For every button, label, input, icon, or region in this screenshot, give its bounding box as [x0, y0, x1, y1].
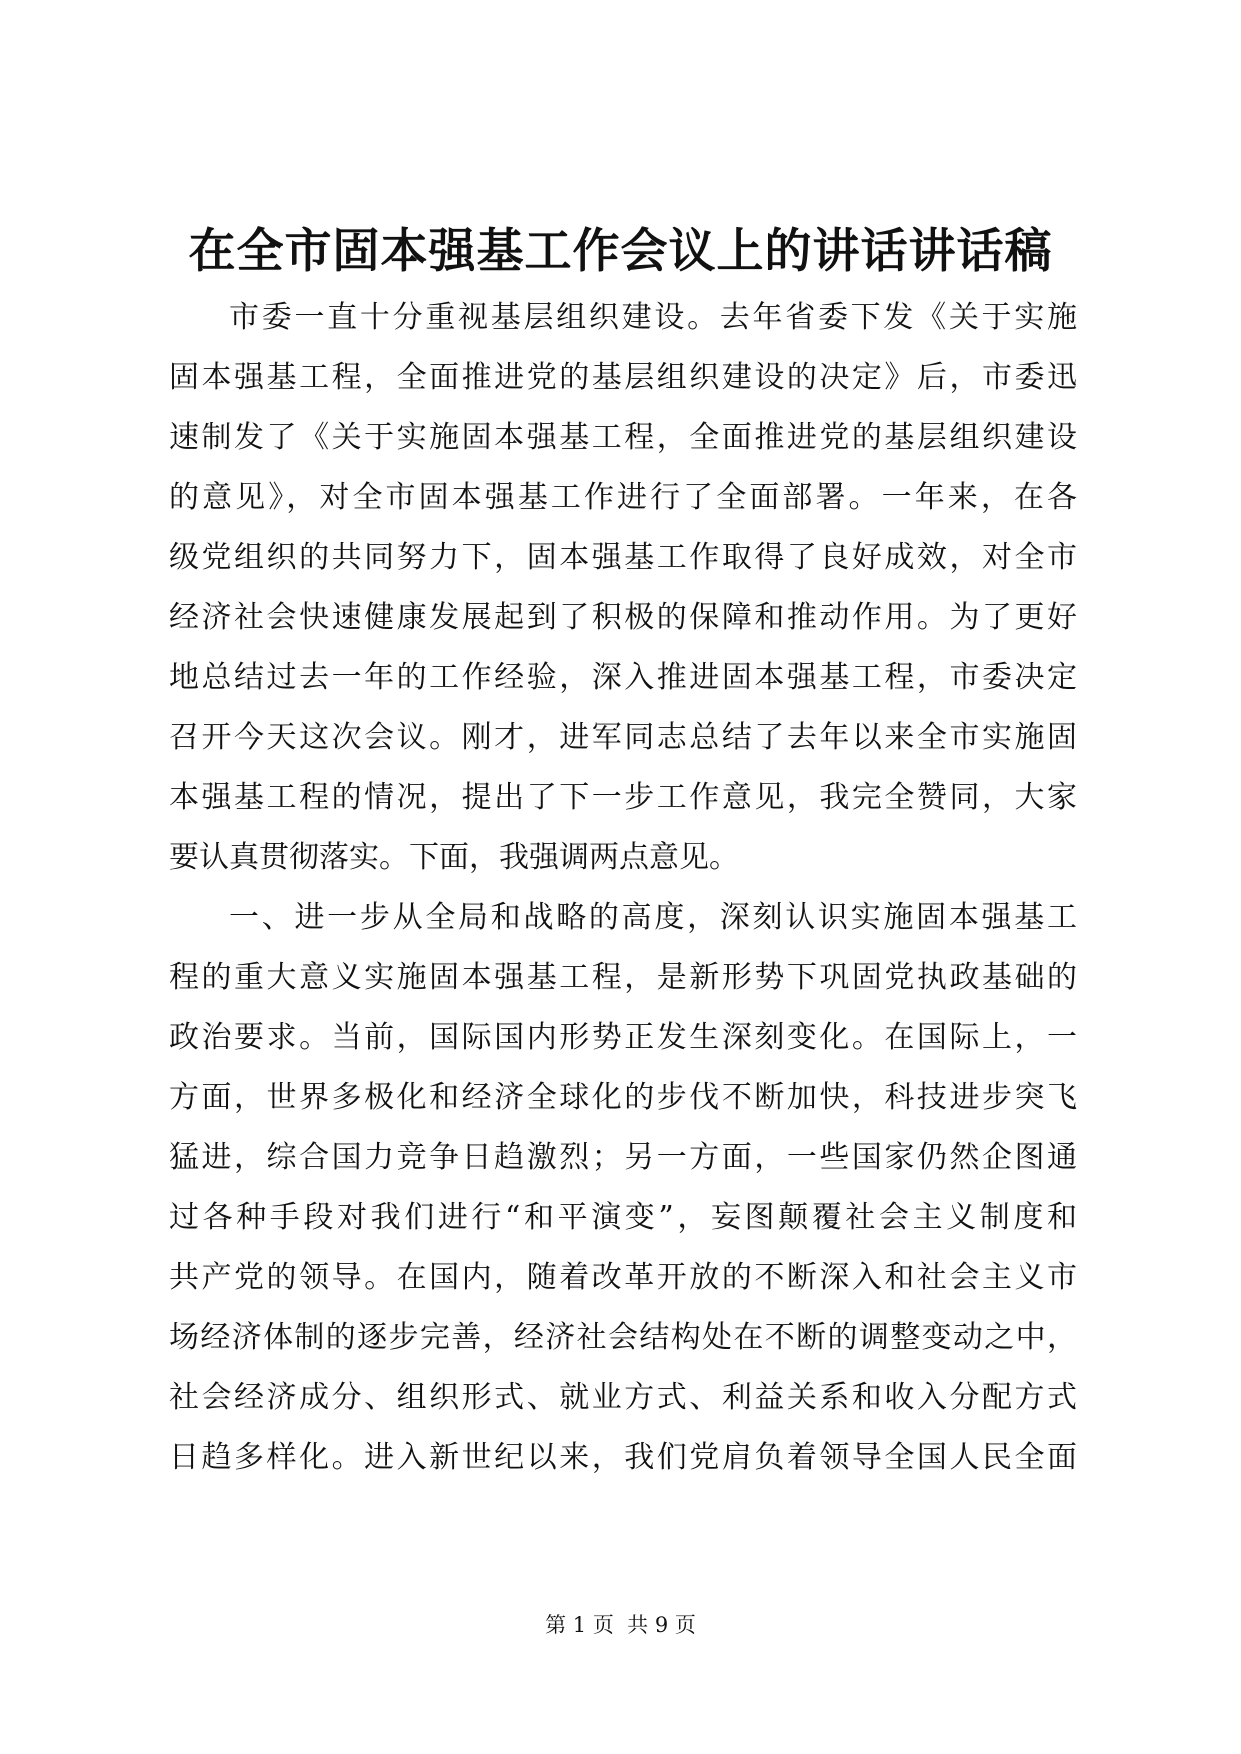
text-line: 速制发了《关于实施固本强基工程，全面推进党的基层组织建设 — [169, 420, 1077, 455]
text-line: 要认真贯彻落实。下面，我强调两点意见。 — [169, 840, 739, 875]
page-footer — [0, 1610, 1241, 1640]
text-line: 程的重大意义实施固本强基工程，是新形势下巩固党执政基础的 — [169, 960, 1077, 995]
text-line: 日趋多样化。进入新世纪以来，我们党肩负着领导全国人民全面 — [169, 1440, 1077, 1475]
document-body — [169, 288, 1077, 1488]
text-line: 固本强基工程，全面推进党的基层组织建设的决定》后，市委迅 — [169, 360, 1077, 395]
text-line: 共产党的领导。在国内，随着改革开放的不断深入和社会主义市 — [169, 1260, 1077, 1295]
text-line: 场经济体制的逐步完善，经济社会结构处在不断的调整变动之中， — [169, 1320, 1077, 1355]
text-line: 级党组织的共同努力下，固本强基工作取得了良好成效，对全市 — [169, 540, 1077, 575]
text-line: 本强基工程的情况，提出了下一步工作意见，我完全赞同，大家 — [169, 780, 1077, 815]
text-line: 的意见》，对全市固本强基工作进行了全面部署。一年来，在各 — [169, 480, 1077, 515]
text-line: 市委一直十分重视基层组织建设。去年省委下发《关于实施 — [229, 300, 1077, 335]
text-line: 经济社会快速健康发展起到了积极的保障和推动作用。为了更好 — [169, 600, 1077, 635]
text-line: 一、进一步从全局和战略的高度，深刻认识实施固本强基工 — [229, 900, 1077, 935]
document-title: 在全市固本强基工作会议上的讲话讲话稿 — [188, 224, 1053, 279]
text-line: 地总结过去一年的工作经验，深入推进固本强基工程，市委决定 — [169, 660, 1077, 695]
text-line: 过各种手段对我们进行“和平演变”，妄图颠覆社会主义制度和 — [169, 1200, 1077, 1235]
text-line: 政治要求。当前，国际国内形势正发生深刻变化。在国际上，一 — [169, 1020, 1077, 1055]
text-line: 猛进，综合国力竞争日趋激烈；另一方面，一些国家仍然企图通 — [169, 1140, 1077, 1175]
text-line: 方面，世界多极化和经济全球化的步伐不断加快，科技进步突飞 — [169, 1080, 1077, 1115]
text-line: 召开今天这次会议。刚才，进军同志总结了去年以来全市实施固 — [169, 720, 1077, 755]
text-line: 社会经济成分、组织形式、就业方式、利益关系和收入分配方式 — [169, 1380, 1077, 1415]
page-number-label: 第 1 页 共 9 页 — [545, 1613, 696, 1637]
